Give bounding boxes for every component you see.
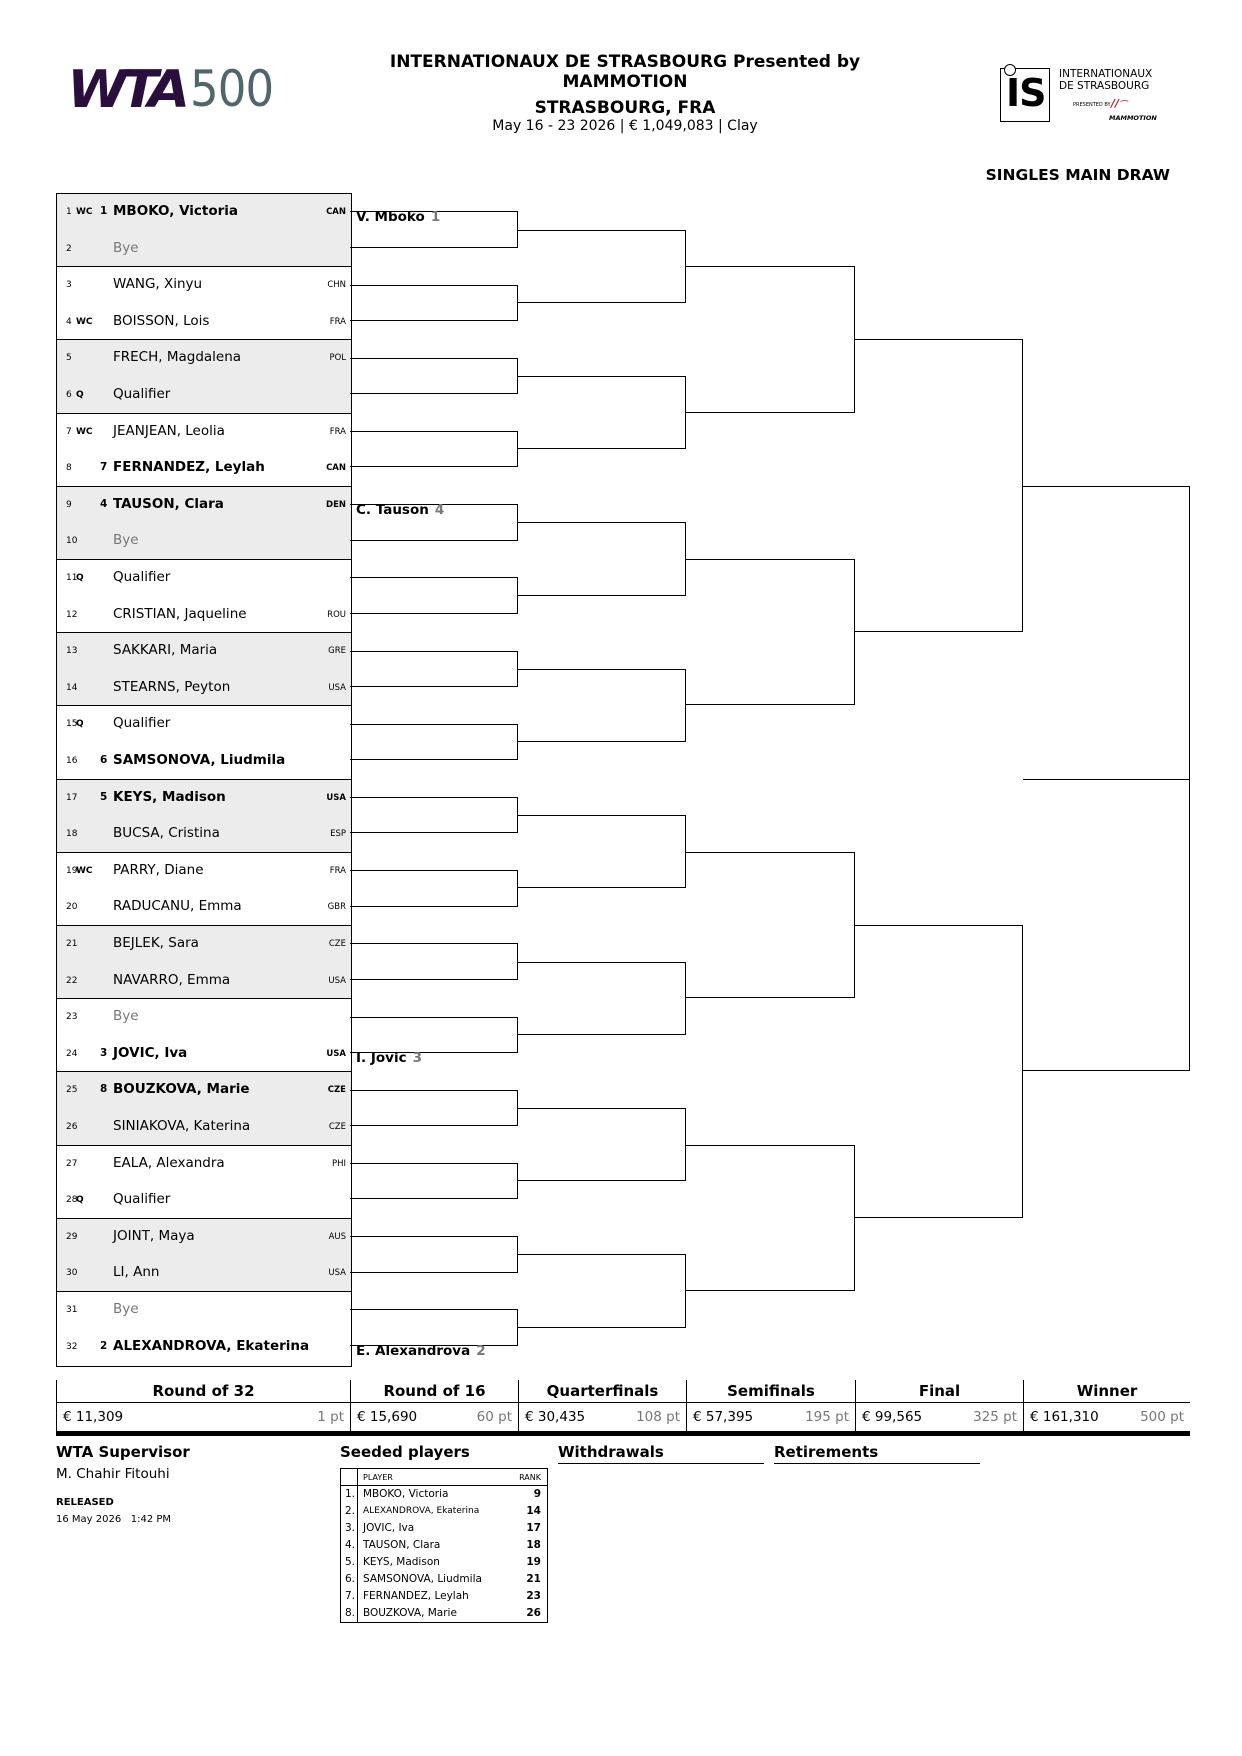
player-name: KEYS, Madison	[113, 788, 226, 805]
seeded-player-name: KEYS, Madison	[363, 1556, 440, 1568]
round-name: Round of 32	[152, 1382, 255, 1400]
players-list	[56, 193, 352, 1367]
seeded-player-name: BOUZKOVA, Marie	[363, 1607, 457, 1619]
seeded-player-rank: 17	[526, 1522, 541, 1534]
bracket-connector	[350, 1236, 518, 1273]
player-name: LI, Ann	[113, 1264, 160, 1281]
player-row	[57, 1036, 351, 1072]
advancing-player	[356, 209, 440, 225]
player-country: CZE	[327, 1085, 346, 1096]
entry-status: Q	[76, 719, 84, 730]
player-row	[57, 816, 351, 852]
player-name: JEANJEAN, Leolia	[113, 422, 225, 439]
bracket-connector	[518, 962, 686, 1035]
round-name: Round of 16	[383, 1382, 486, 1400]
draw-position: 23	[66, 1012, 78, 1023]
bracket-connector	[518, 230, 686, 303]
round-column	[350, 1380, 518, 1433]
seeded-player-rank: 18	[526, 1539, 541, 1551]
seeded-row	[341, 1520, 548, 1537]
player-row	[57, 633, 351, 669]
seeded-player-rank: 14	[526, 1505, 541, 1517]
draw-position: 2	[66, 243, 72, 254]
player-country: AUS	[328, 1231, 346, 1242]
bracket-connector	[686, 852, 855, 998]
seed-number: 6	[100, 754, 108, 766]
draw-position: 22	[66, 975, 78, 986]
bracket-connector	[518, 669, 686, 742]
seed-number: 1	[100, 205, 108, 217]
draw-position: 1	[66, 207, 72, 217]
draw-position: 31	[66, 1305, 78, 1315]
player-row	[57, 1146, 351, 1182]
player-row	[57, 1329, 351, 1365]
player-name: Qualifier	[113, 715, 171, 732]
round-points: 195 pt	[805, 1409, 849, 1425]
player-country: GBR	[327, 902, 346, 913]
round-prize-money: € 161,310	[1030, 1409, 1099, 1425]
draw-position: 17	[66, 792, 78, 803]
player-country: ROU	[327, 609, 346, 620]
seed-number: 7	[100, 461, 108, 474]
player-name: RADUCANU, Emma	[113, 898, 242, 915]
bracket-connector	[518, 522, 686, 595]
player-name: Qualifier	[113, 1191, 171, 1208]
player-name: PARRY, Diane	[113, 861, 204, 878]
advancing-player-seed: 3	[412, 1050, 422, 1067]
seed-number: 8	[100, 1083, 108, 1096]
player-name: TAUSON, Clara	[113, 495, 224, 512]
bracket-connector	[518, 1254, 686, 1327]
draw-position: 21	[66, 939, 78, 949]
draw-position: 30	[66, 1268, 78, 1279]
draw-position: 15	[66, 719, 78, 730]
player-country: USA	[328, 975, 346, 986]
player-country: FRA	[329, 865, 346, 876]
bracket-connector	[350, 577, 518, 614]
seeded-row	[341, 1605, 548, 1623]
bracket-connector	[518, 1108, 686, 1181]
player-country: CHN	[327, 280, 346, 291]
player-name: Bye	[113, 1301, 139, 1317]
player-country: CZE	[328, 1122, 346, 1132]
bracket-connector	[350, 943, 518, 980]
player-country: CZE	[328, 939, 346, 949]
player-name: MBOKO, Victoria	[113, 203, 239, 219]
bracket-connector	[350, 1309, 518, 1346]
player-country: POL	[329, 353, 346, 364]
player-country: USA	[328, 1268, 346, 1279]
bracket-connector	[686, 1145, 855, 1291]
winner-line	[1023, 779, 1190, 780]
player-name: Qualifier	[113, 569, 171, 585]
wta-500-logo	[67, 60, 274, 122]
player-row	[57, 1219, 351, 1255]
entry-status: Q	[76, 573, 84, 583]
bracket-connector	[350, 285, 518, 322]
player-name: Bye	[113, 239, 139, 256]
advancing-player-seed: 1	[430, 209, 441, 225]
player-row	[57, 1109, 351, 1145]
player-row	[57, 1072, 351, 1108]
player-row	[57, 963, 351, 999]
entry-status: Q	[76, 390, 84, 400]
player-row	[57, 743, 351, 779]
advancing-player	[356, 1050, 422, 1066]
seeded-players-table	[340, 1468, 548, 1623]
wta-logo-tier: 500	[190, 60, 274, 118]
draw-position: 19	[66, 865, 78, 876]
seeded-player-rank: 21	[526, 1573, 541, 1585]
draw-position: 26	[66, 1122, 78, 1132]
player-row	[57, 194, 351, 230]
player-country: CAN	[326, 463, 346, 474]
seeded-heading: Seeded players	[340, 1443, 470, 1461]
player-country: ESP	[330, 829, 346, 840]
round-column	[518, 1380, 686, 1433]
player-row	[57, 706, 351, 742]
draw-position: 7	[66, 426, 72, 437]
released-label: RELEASED	[56, 1497, 114, 1508]
player-name: CRISTIAN, Jaqueline	[113, 605, 247, 622]
tournament-location: STRASBOURG, FRA	[534, 98, 716, 118]
bracket-connector	[350, 870, 518, 907]
player-name: SAKKARI, Maria	[113, 642, 218, 659]
tournament-details: May 16 - 23 2026 | € 1,049,083 | Clay	[492, 118, 758, 134]
player-row	[57, 1292, 351, 1328]
seeded-player-rank: 26	[526, 1607, 541, 1619]
player-name: FRECH, Magdalena	[113, 349, 242, 366]
player-name: WANG, Xinyu	[113, 276, 203, 293]
round-prize-money: € 30,435	[525, 1409, 586, 1425]
player-row	[57, 231, 351, 267]
draw-position: 27	[66, 1158, 78, 1169]
draw-position: 4	[66, 316, 72, 327]
seeded-row	[341, 1571, 548, 1588]
player-row	[57, 560, 351, 596]
player-name: BEJLEK, Sara	[113, 935, 199, 951]
player-country: USA	[326, 792, 346, 803]
seed-index: 5.	[341, 1554, 358, 1571]
draw-position: 6	[66, 390, 72, 400]
round-points: 1 pt	[317, 1409, 344, 1425]
player-name: BOUZKOVA, Marie	[113, 1081, 250, 1098]
bracket-connector	[855, 339, 1023, 632]
seeded-col-player: PLAYER	[358, 1469, 512, 1486]
seeded-row	[341, 1486, 548, 1504]
seed-index: 3.	[341, 1520, 358, 1537]
draw-position: 11	[66, 573, 78, 583]
round-name: Semifinals	[727, 1382, 815, 1400]
player-row	[57, 377, 351, 413]
seed-index: 4.	[341, 1537, 358, 1554]
seeded-player-name: JOVIC, Iva	[363, 1522, 415, 1534]
player-country: USA	[326, 1048, 346, 1059]
seed-index: 7.	[341, 1588, 358, 1605]
player-row	[57, 999, 351, 1035]
round-prize-money: € 11,309	[63, 1409, 124, 1425]
player-row	[57, 597, 351, 633]
bracket-connector	[350, 651, 518, 688]
round-column	[56, 1380, 350, 1433]
mammotion-mark-icon: //⌒	[1111, 97, 1128, 110]
seeded-row	[341, 1588, 548, 1605]
draw-position: 3	[66, 280, 72, 291]
seed-index: 8.	[341, 1605, 358, 1623]
bracket-connector	[686, 559, 855, 705]
draw-position: 8	[66, 463, 72, 474]
player-name: FERNANDEZ, Leylah	[113, 459, 265, 476]
advancing-player-name: V. Mboko	[356, 209, 425, 225]
seed-index: 2.	[341, 1503, 358, 1520]
entry-status: Q	[76, 1195, 84, 1206]
draw-position: 24	[66, 1048, 78, 1059]
bracket-connector	[686, 266, 855, 412]
seeded-row	[341, 1537, 548, 1554]
player-row	[57, 487, 351, 523]
player-row	[57, 926, 351, 962]
draw-title: SINGLES MAIN DRAW	[985, 166, 1170, 184]
draw-position: 20	[66, 902, 78, 913]
player-row	[57, 414, 351, 450]
player-country: DEN	[326, 499, 346, 510]
bracket-connector	[350, 1017, 518, 1054]
draw-position: 29	[66, 1231, 78, 1242]
tournament-title	[330, 52, 920, 92]
player-name: BUCSA, Cristina	[113, 825, 220, 842]
round-column	[686, 1380, 855, 1433]
bracket-connector	[350, 358, 518, 395]
draw-position: 5	[66, 353, 72, 364]
player-row	[57, 523, 351, 559]
round-prize-money: € 15,690	[357, 1409, 418, 1425]
player-name: NAVARRO, Emma	[113, 971, 231, 988]
draw-position: 14	[66, 682, 78, 693]
round-column	[1023, 1380, 1190, 1433]
bracket-connector	[518, 376, 686, 449]
entry-status: WC	[76, 207, 93, 217]
player-row	[57, 780, 351, 816]
seed-number: 2	[100, 1339, 108, 1352]
entry-status: WC	[76, 316, 93, 327]
retirements-heading: Retirements	[774, 1443, 980, 1464]
seeded-player-name: MBOKO, Victoria	[363, 1488, 449, 1500]
draw-position: 25	[66, 1085, 78, 1096]
seed-number: 4	[100, 497, 108, 510]
seed-index: 6.	[341, 1571, 358, 1588]
round-name: Winner	[1076, 1382, 1138, 1400]
player-country: FRA	[329, 426, 346, 437]
player-row	[57, 267, 351, 303]
round-name: Quarterfinals	[546, 1382, 659, 1400]
supervisor-heading: WTA Supervisor	[56, 1443, 190, 1461]
withdrawals-heading: Withdrawals	[558, 1443, 764, 1464]
seed-number: 5	[100, 790, 108, 803]
entry-status: WC	[76, 865, 93, 876]
player-row	[57, 1182, 351, 1218]
bracket-connector	[350, 1090, 518, 1127]
seeded-player-name: SAMSONOVA, Liudmila	[363, 1573, 482, 1585]
player-name: STEARNS, Peyton	[113, 678, 231, 695]
seeded-player-rank: 19	[526, 1556, 541, 1568]
player-row	[57, 670, 351, 706]
draw-position: 18	[66, 829, 78, 840]
tournament-title-line1: INTERNATIONAUX DE STRASBOURG Presented by	[389, 52, 861, 72]
advancing-player-name: E. Alexandrova	[356, 1343, 471, 1359]
internationaux-strasbourg-logo: IS INTERNATIONAUX DE STRASBOURG PRESENTED BY //⌒ MAMMOTION	[1000, 64, 1180, 124]
player-name: Qualifier	[113, 386, 171, 402]
released-time: 16 May 2026 1:42 PM	[56, 1514, 172, 1525]
supervisor-name: M. Chahir Fitouhi	[56, 1466, 170, 1482]
seeded-player-rank: 9	[533, 1488, 541, 1500]
seeded-player-name: ALEXANDROVA, Ekaterina	[363, 1506, 480, 1516]
advancing-player	[356, 502, 444, 518]
tournament-title-line2: MAMMOTION	[562, 72, 688, 92]
seeded-row	[341, 1503, 548, 1520]
round-points: 325 pt	[973, 1409, 1017, 1425]
round-name: Final	[918, 1382, 961, 1400]
player-name: SINIAKOVA, Katerina	[113, 1118, 251, 1134]
bracket-connector	[350, 1163, 518, 1200]
player-name: BOISSON, Lois	[113, 312, 210, 329]
draw-position: 13	[66, 646, 78, 657]
player-country: USA	[328, 682, 346, 693]
seeded-col-rank: RANK	[511, 1469, 547, 1486]
player-name: JOVIC, Iva	[113, 1044, 188, 1061]
round-prize-money: € 99,565	[862, 1409, 923, 1425]
seed-index: 1.	[341, 1486, 358, 1504]
player-name: ALEXANDROVA, Ekaterina	[113, 1337, 310, 1354]
advancing-player-name: C. Tauson	[356, 501, 429, 518]
seeded-player-rank: 23	[526, 1590, 541, 1602]
seeded-row	[341, 1554, 548, 1571]
draw-position: 28	[66, 1195, 78, 1206]
advancing-player-seed: 4	[434, 501, 445, 518]
bracket-connector	[350, 431, 518, 468]
player-row	[57, 853, 351, 889]
player-name: Bye	[113, 532, 139, 549]
player-name: JOINT, Maya	[113, 1227, 195, 1244]
player-country: FRA	[329, 316, 346, 327]
draw-position: 16	[66, 756, 78, 766]
seeded-player-name: FERNANDEZ, Leylah	[363, 1590, 469, 1602]
player-row	[57, 340, 351, 376]
draw-position: 12	[66, 609, 78, 620]
player-row	[57, 889, 351, 925]
round-prize-money: € 57,395	[693, 1409, 754, 1425]
round-points: 60 pt	[476, 1409, 512, 1425]
bracket-connector	[518, 815, 686, 888]
player-country: GRE	[328, 646, 346, 657]
seeded-player-name: TAUSON, Clara	[363, 1539, 441, 1551]
player-name: SAMSONOVA, Liudmila	[113, 752, 286, 768]
round-points: 500 pt	[1140, 1409, 1184, 1425]
player-country: PHI	[331, 1158, 346, 1169]
bracket-connector	[350, 797, 518, 834]
round-points: 108 pt	[636, 1409, 680, 1425]
player-row	[57, 1255, 351, 1291]
draw-position: 9	[66, 499, 72, 510]
player-name: EALA, Alexandra	[113, 1154, 225, 1171]
player-row	[57, 450, 351, 486]
advancing-player	[356, 1343, 486, 1359]
player-country: CAN	[326, 207, 346, 217]
bracket-connector	[855, 925, 1023, 1218]
advancing-player-name: I. Jovic	[356, 1050, 407, 1067]
draw-position: 32	[66, 1341, 78, 1352]
seed-number: 3	[100, 1046, 108, 1059]
bracket-connector	[350, 724, 518, 761]
entry-status: WC	[76, 426, 93, 437]
draw-position: 10	[66, 536, 78, 547]
advancing-player-seed: 2	[476, 1343, 486, 1359]
round-column	[855, 1380, 1023, 1433]
player-name: Bye	[113, 1008, 139, 1025]
wta-logo-text: WTA	[67, 60, 184, 120]
player-row	[57, 304, 351, 340]
